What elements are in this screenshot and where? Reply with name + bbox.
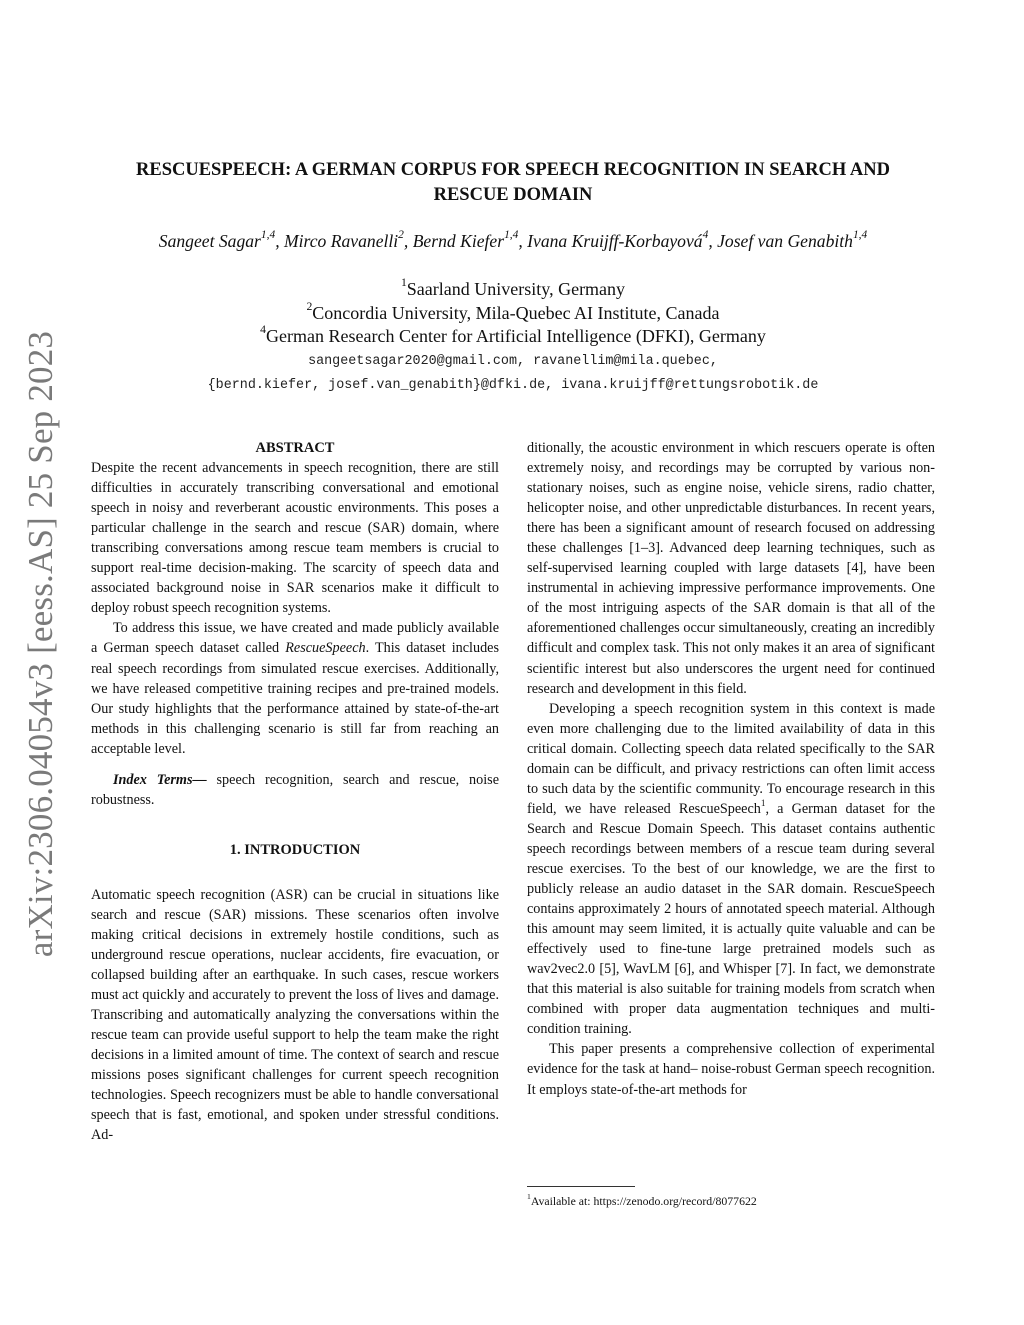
abstract-heading: ABSTRACT (255, 440, 335, 456)
affiliation (90, 278, 936, 302)
footnote-text: Available at: https://zenodo.org/record/8077622 (530, 1194, 757, 1208)
intro-paragraph-2 (527, 699, 935, 1040)
affiliation-sup: 2 (306, 299, 313, 313)
left-column (91, 438, 499, 1146)
footnote-divider (527, 1186, 635, 1187)
author-affil-sup: 2 (398, 229, 404, 242)
intro-paragraph-3: This paper presents a comprehensive collection of experimental evidence for the task at hand– noise-robust German speech recognition. It employs state-of-the-art methods for (527, 1041, 935, 1098)
author-affil-sup: 4 (702, 229, 709, 242)
paper-title (90, 158, 936, 208)
email-line-2: {bernd.kiefer, josef.van_genabith}@dfki.de, ivana.kruijff@rettungsrobotik.de (207, 378, 819, 393)
affiliation-sup: 1 (400, 276, 407, 290)
intro-paragraph-1-right: ditionally, the acoustic environment in which rescuers operate is often extremely noisy, and recordings may be corrupted by various non-stationary noises, such as engine noise, vehicle sirens, radio chatter, helicopter noise, and other unpredictable disturbances. In recent years, there has been a significant amount of research focused on addressing these challenges [1–3]. Advanced deep learning techniques, such as self-supervised learning coupled with large datasets [4], have been instrumental in achieving impressive performance improvements. One of the most intriguing aspects of the SAR domain is that all of the aforementioned challenges occur simultaneously, creating an incredibly difficult and complex task. This not only makes it an area of significant scientific interest but also underscores the urgent need for continued research and development in this field. (527, 440, 935, 697)
footnote-marker: 1 (760, 797, 766, 808)
intro-p2-text: Developing a speech recognition system in this context is made even more challenging due to the limited availability of data in this critical domain. Collecting speech data related specifically to the SAR domain can be difficult, and privacy restrictions can often limit access to such data by the scientific community. To encourage research in this field, we have released RescueSpeech (527, 700, 935, 817)
author-affil-sup: 1,4 (260, 229, 276, 242)
affiliation (90, 299, 936, 326)
author-list: Sangeet Sagar$^{1,4}$, Mirco Ravanelli$^2$, Bernd Kiefer$^{1,4}$, Ivana Kruijff-Korbayová$^4$, Josef van Genabith$^{1,4}$ (158, 229, 868, 251)
title-line-2: RESCUE DOMAIN (433, 185, 593, 205)
index-terms (91, 770, 499, 810)
affiliation-text: Concordia University, Mila-Quebec AI Institute, Canada (312, 302, 720, 323)
title-line-1: RESCUESPEECH: A GERMAN CORPUS FOR SPEECH RECOGNITION IN SEARCH AND (136, 160, 890, 180)
footnote (527, 1193, 935, 1209)
affiliation-text: Saarland University, Germany (406, 279, 626, 299)
author-name: Josef van Genabith (717, 231, 853, 251)
affiliation-sup: 4 (260, 323, 267, 337)
email-line-1: sangeetsagar2020@gmail.com, ravanellim@mila.quebec, (308, 354, 718, 369)
author-affil-sup: 1,4 (852, 229, 868, 242)
email-block (80, 350, 946, 398)
author-affil-sup: 1,4 (504, 229, 519, 242)
index-terms-label: Index Terms— (113, 771, 207, 788)
author-name: Bernd Kiefer (412, 231, 505, 251)
index-terms-text: speech recognition, search and rescue, noise robustness. (91, 771, 500, 808)
author-name: Sangeet Sagar (158, 231, 261, 251)
footnote-sup: 1 (527, 1191, 531, 1201)
abstract-p2-text: . This dataset includes real speech recordings from simulated rescue exercises. Additionally, we have released competitive training recipes and pre-trained models. Our study highlights that the performance attained by state-of-the-art methods in this challenging scenario is still far from reaching an acceptable level. (91, 640, 499, 757)
author-name: Ivana Kruijff-Korbayová (527, 231, 703, 251)
abstract-paragraph-1: Despite the recent advancements in speech recognition, there are still difficulties in accurately transcribing conversational and emotional speech in noisy and reverberant acoustic environments. This poses a particular challenge in the search and rescue (SAR) domain, where transcribing conversations among rescue team members is crucial to support real-time decision-making. The scarcity of speech data and associated background noise in SAR scenarios make it difficult to deploy robust speech recognition systems. (91, 460, 499, 617)
right-column (527, 438, 935, 1100)
affiliation-list (90, 278, 936, 349)
affiliation (90, 325, 936, 349)
dataset-name: RescueSpeech (285, 640, 366, 657)
introduction-heading: 1. INTRODUCTION (229, 841, 361, 858)
intro-p2-text: , a German dataset for the Search and Rescue Domain Speech. This dataset contains authentic speech recordings between members of a rescue team during several rescue exercises. To the best of our knowledge, we are the first to publicly release an audio dataset in the SAR domain. RescueSpeech contains approximately 2 hours of annotated speech material. Although this amount may seem limited, it is actually quite valuable and can be effectively used to fine-tune large pretrained models such as wav2vec2.0 [5], WavLM [6], and Whisper [7]. In fact, we demonstrate that this material is also suitable for training models from scratch when combined with proper data augmentation techniques and multi-condition training. (527, 800, 935, 1038)
affiliation-text: German Research Center for Artificial Intelligence (DFKI), Germany (266, 326, 766, 346)
abstract-paragraph-2 (91, 618, 499, 758)
author-name: Mirco Ravanelli (284, 231, 399, 251)
abstract-p2-text: To address this issue, we have created and made publicly available a German speech dataset called (91, 620, 499, 657)
intro-paragraph-1-left: Automatic speech recognition (ASR) can be crucial in situations like search and rescue (SAR) missions. These scenarios often involve making critical decisions in extremely hostile conditions, such as underground rescue operations, nuclear accidents, fire evacuation, or collapsed building after an earthquake. In such cases, rescue workers must act quickly and accurately to prevent the loss of lives and damage. Transcribing and automatically analyzing the conversations within the rescue team can provide useful support to help the team make the right decisions in a limited amount of time. The context of search and rescue missions poses significant challenges for current speech recognition technologies. Speech recognizers must be able to handle conversational speech that is fast, emotional, and spoken under stressful conditions. Ad- (91, 886, 499, 1144)
arxiv-side-stamp: arXiv:2306.04054v3 [eess.AS] 25 Sep 2023 (21, 330, 60, 958)
